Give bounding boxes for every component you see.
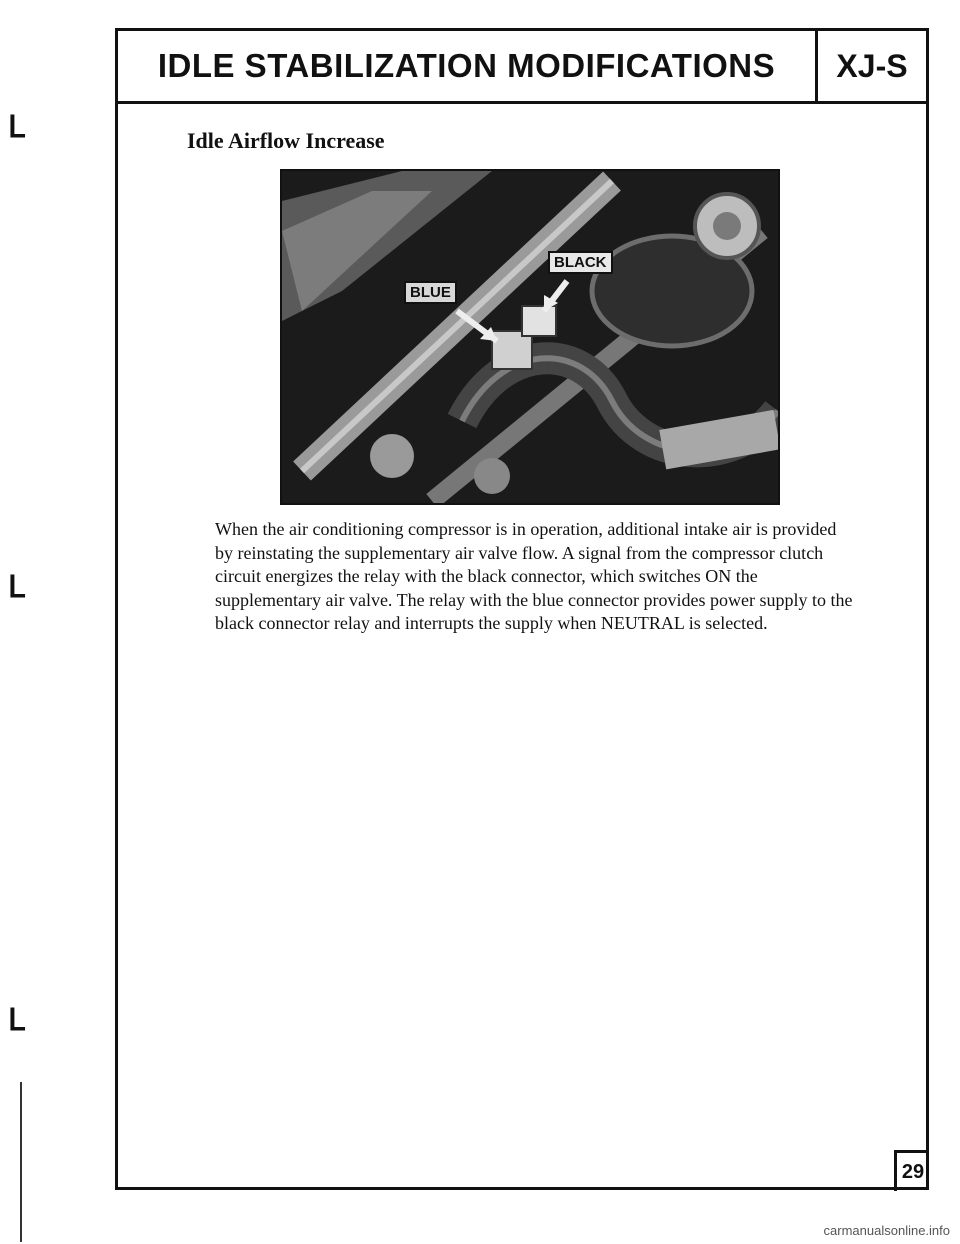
header-row — [118, 31, 926, 104]
engine-bay-illustration — [282, 171, 778, 503]
watermark-text: carmanualsonline.info — [823, 1223, 950, 1238]
section-heading: Idle Airflow Increase — [187, 128, 385, 153]
engine-bay-photo — [280, 169, 780, 505]
model-code: XJ-S — [836, 47, 908, 84]
blue-connector-label: BLUE — [404, 281, 457, 304]
binder-mark-bottom: ᒪ — [8, 1004, 25, 1037]
page-title: IDLE STABILIZATION MODIFICATIONS — [118, 31, 818, 101]
page-frame — [115, 28, 929, 1190]
binder-mark-top: ᒪ — [8, 111, 25, 144]
body-paragraph: When the air conditioning compressor is in operation, additional intake air is provided by reinstating the supplementary air valve flow. A signal from the compressor clutch circuit energizes the relay with the black connector, which switches ON the supplementary air valve. The relay with the blue connector provides power supply to the black connector relay and interrupts the supply when NEUTRAL is selected. — [215, 519, 853, 633]
page-number: 29 — [894, 1150, 929, 1191]
page-edge-line — [20, 1082, 22, 1242]
black-connector-label: BLACK — [548, 251, 613, 274]
binder-mark-middle: ᒪ — [8, 571, 25, 604]
